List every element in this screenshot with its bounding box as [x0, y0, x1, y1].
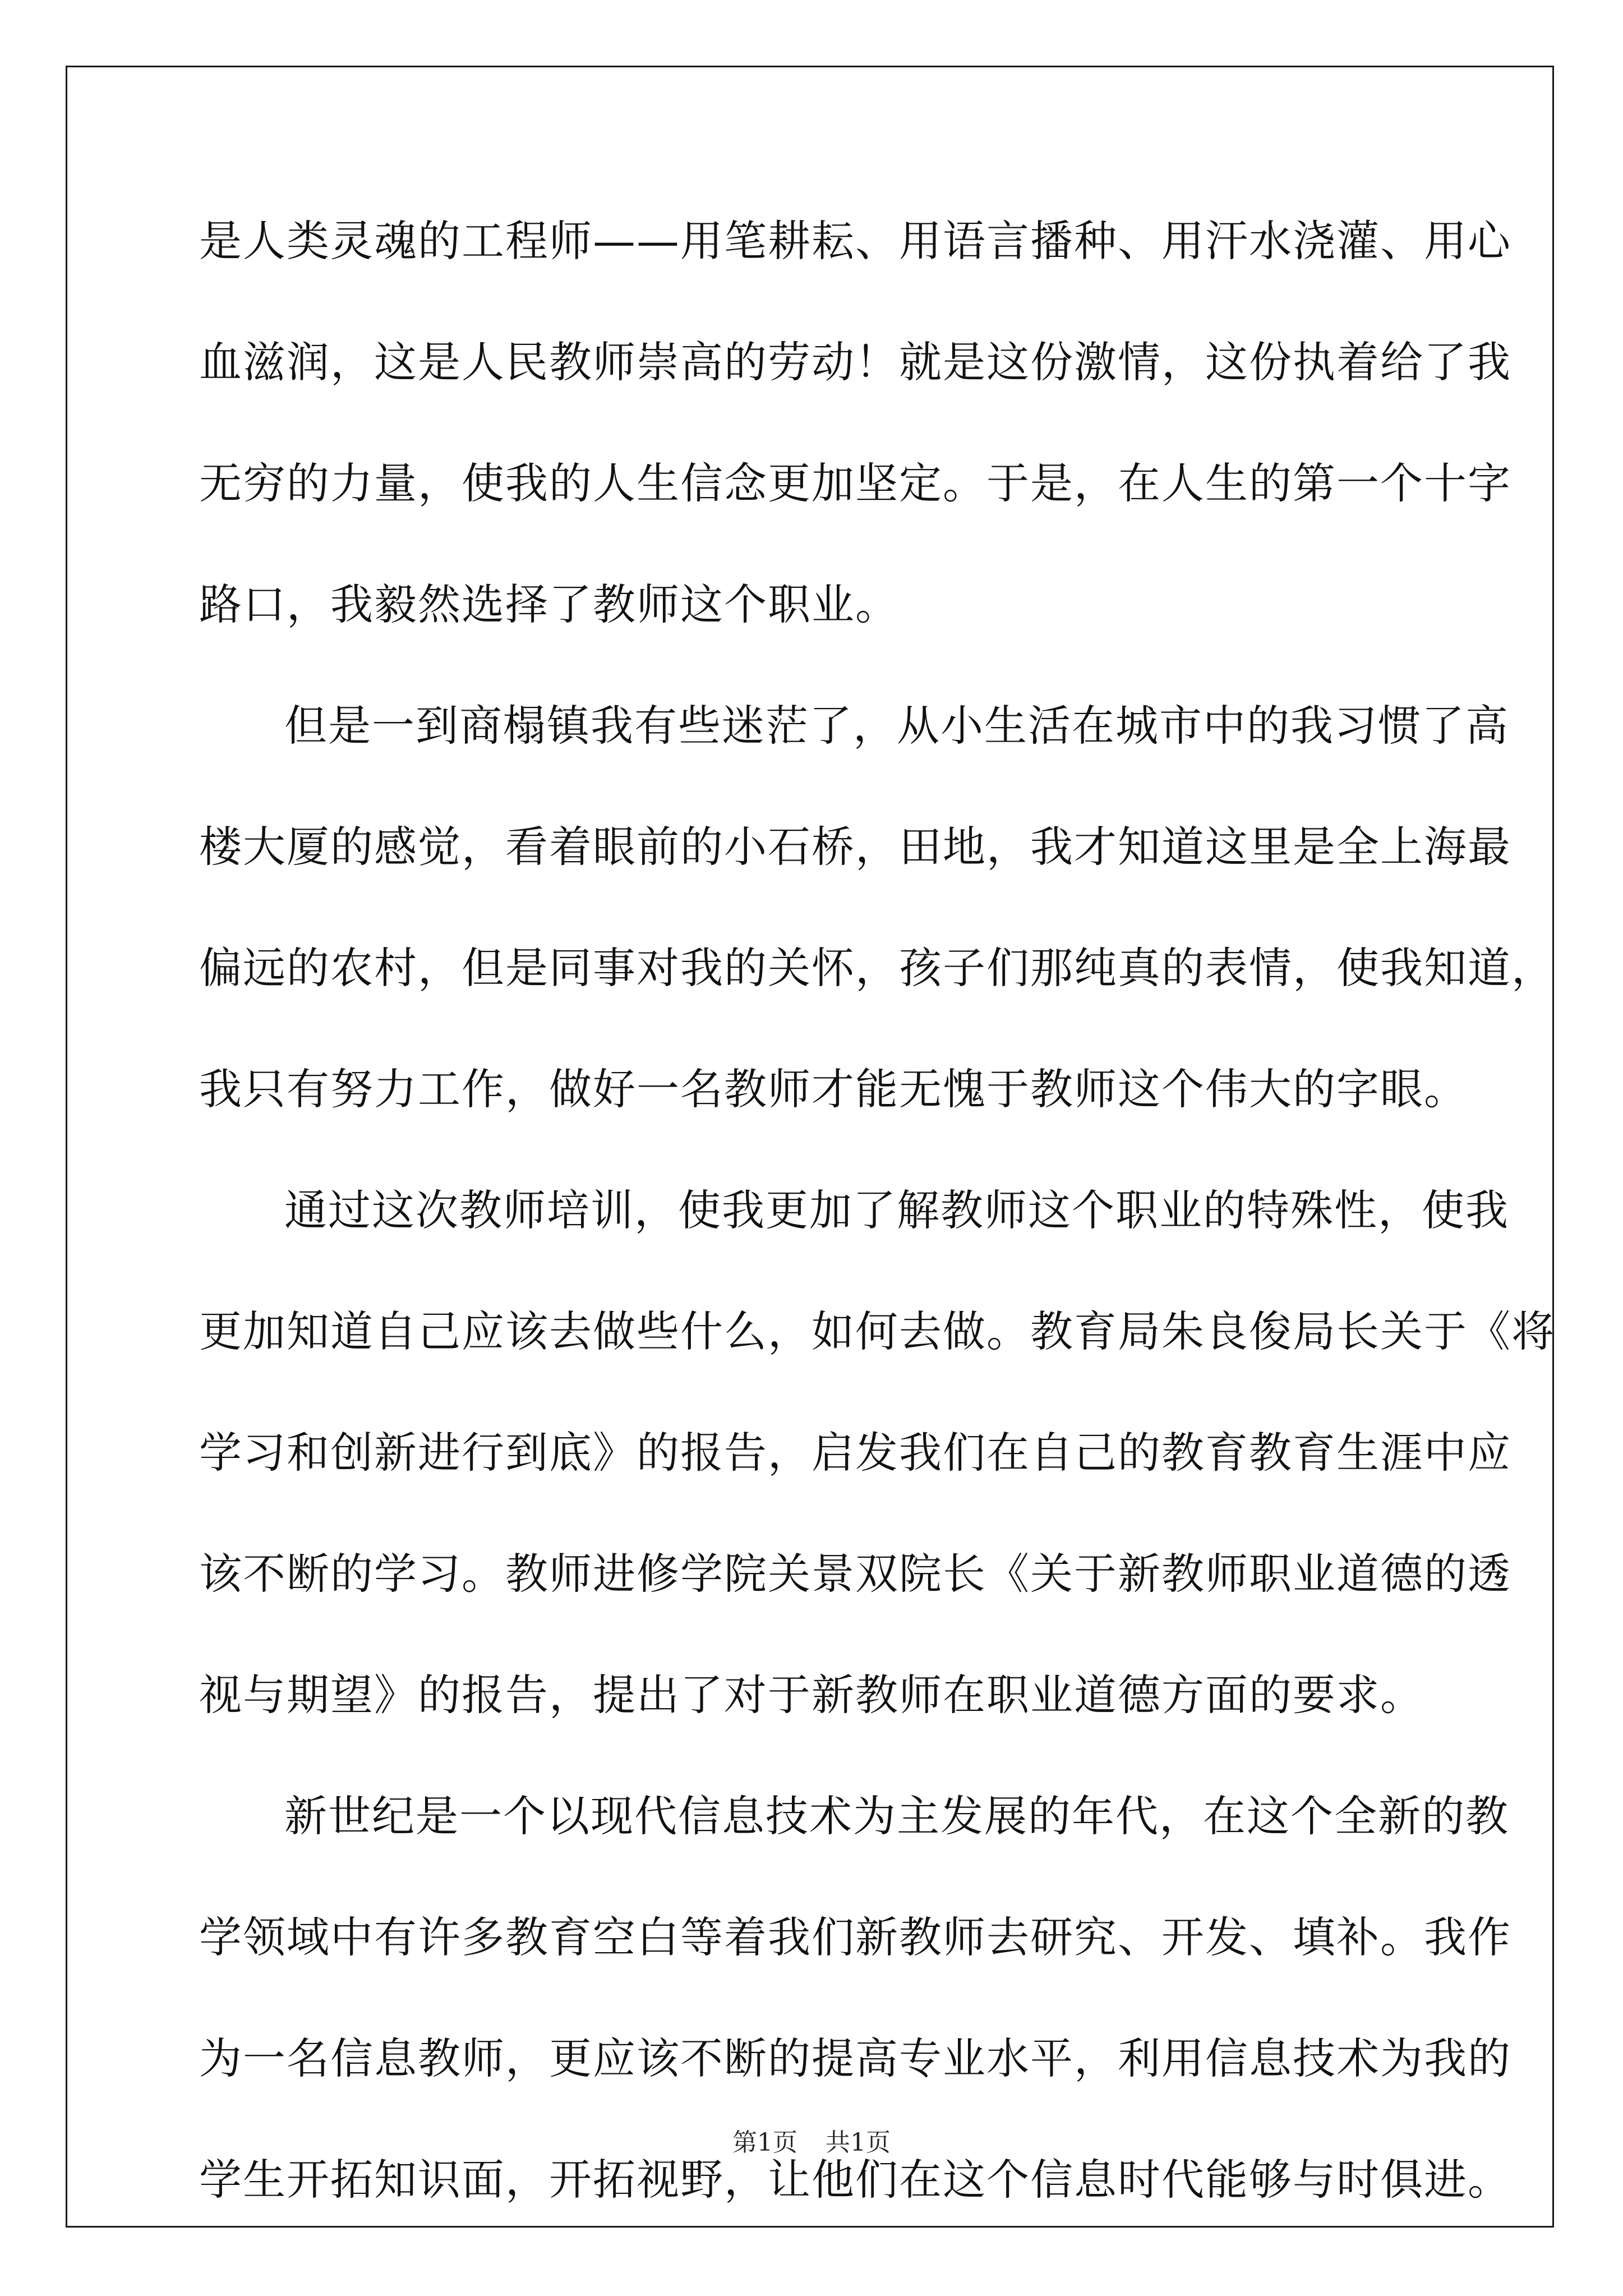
text-line: 路口，我毅然选择了教师这个职业。 — [199, 579, 899, 629]
text-line: 偏远的农村，但是同事对我的关怀，孩子们那纯真的表情，使我知道， — [199, 943, 1555, 993]
page-total: 共1页 — [826, 2128, 891, 2157]
page-number: 第1页 — [732, 2128, 797, 2157]
text-line: 无穷的力量，使我的人生信念更加坚定。于是，在人生的第一个十字 — [199, 458, 1511, 508]
document-body — [199, 216, 1555, 2280]
text-line: 学生开拓知识面，开拓视野，让他们在这个信息时代能够与时俱进。 — [199, 2155, 1511, 2205]
text-line: 视与期望》的报告，提出了对于新教师在职业道德方面的要求。 — [199, 1670, 1424, 1720]
text-line: 学领域中有许多教育空白等着我们新教师去研究、开发、填补。我作 — [199, 1912, 1511, 1962]
text-line: 楼大厦的感觉，看着眼前的小石桥，田地，我才知道这里是全上海最 — [199, 822, 1511, 872]
page-footer — [0, 2122, 1623, 2158]
paragraph-first-line: 通过这次教师培训，使我更加了解教师这个职业的特殊性，使我 — [284, 1185, 1509, 1235]
text-line: 为一名信息教师，更应该不断的提高专业水平，利用信息技术为我的 — [199, 2033, 1511, 2083]
paragraph-first-line: 但是一到商榻镇我有些迷茫了，从小生活在城市中的我习惯了高 — [284, 701, 1509, 751]
text-line: 是人类灵魂的工程师——用笔耕耘、用语言播种、用汗水浇灌、用心 — [199, 216, 1511, 266]
text-line: 更加知道自己应该去做些什么，如何去做。教育局朱良俊局长关于《将 — [199, 1306, 1555, 1356]
paragraph-first-line: 新世纪是一个以现代信息技术为主发展的年代，在这个全新的教 — [284, 1791, 1509, 1841]
text-line: 学习和创新进行到底》的报告，启发我们在自己的教育教育生涯中应 — [199, 1428, 1511, 1478]
text-line: 该不断的学习。教师进修学院关景双院长《关于新教师职业道德的透 — [199, 1549, 1511, 1599]
text-line: 我只有努力工作，做好一名教师才能无愧于教师这个伟大的字眼。 — [199, 1064, 1468, 1114]
text-line: 血滋润，这是人民教师崇高的劳动！就是这份激情，这份执着给了我 — [199, 337, 1511, 387]
